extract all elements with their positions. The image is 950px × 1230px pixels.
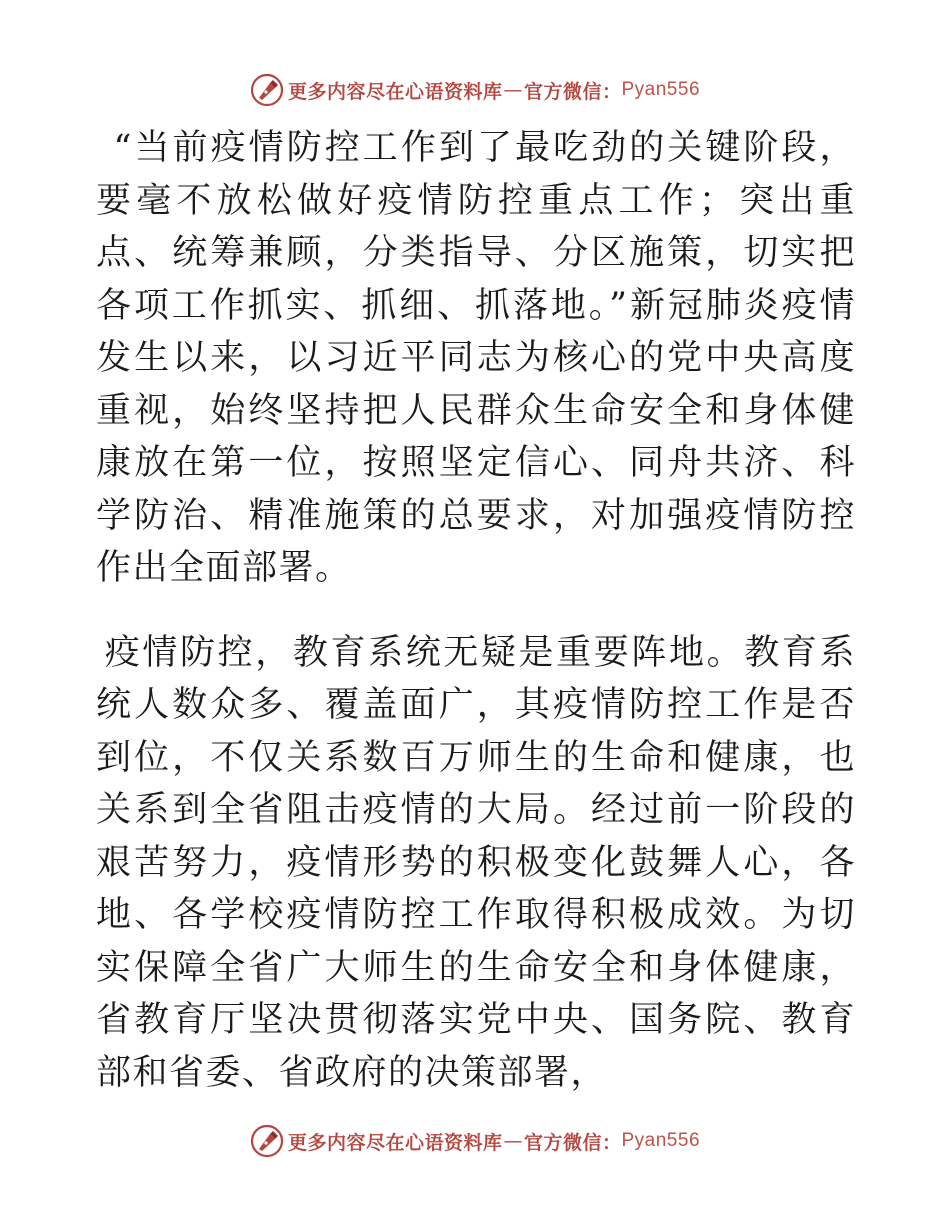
footer-watermark — [0, 1121, 950, 1161]
paragraph-2: 疫情防控，教育系统无疑是重要阵地。教育系统人数众多、覆盖面广，其疫情防控工作是否到位，不仅关系数百万师生的生命和健康，也关系到全省阻击疫情的大局。经过前一阶段的艰苦努力，疫情形势的积极变化鼓舞人心，各地、各学校疫情防控工作取得积极成效。为切实保障全省广大师生的生命安全和身体健康，省教育厅坚决贯彻落实党中央、国务院、教育部和省委、省政府的决策部署， — [96, 632, 856, 1093]
watermark-account-id: Pyan556 — [621, 1130, 701, 1151]
watermark-account-id: Pyan556 — [621, 79, 701, 100]
watermark-separator: — — [503, 79, 523, 101]
pen-nib-logo-icon — [250, 73, 284, 107]
watermark-text: 更多内容尽在心语资料库 — [287, 1131, 503, 1154]
watermark-text: 更多内容尽在心语资料库 — [287, 80, 503, 103]
pen-nib-logo-icon — [250, 1124, 284, 1158]
document-body — [96, 122, 856, 1099]
header-watermark — [0, 70, 950, 110]
watermark-separator: — — [503, 1130, 523, 1152]
watermark-account-label: 官方微信： — [523, 1131, 622, 1154]
paragraph-1: “当前疫情防控工作到了最吃劲的关键阶段，要毫不放松做好疫情防控重点工作；突出重点、统筹兼顾，分类指导、分区施策，切实把各项工作抓实、抓细、抓落地。”新冠肺炎疫情发生以来，以习近平同志为核心的党中央高度重视，始终坚持把人民群众生命安全和身体健康放在第一位，按照坚定信心、同舟共济、科学防治、精准施策的总要求，对加强疫情防控作出全面部署。 — [96, 128, 856, 588]
watermark-account-label: 官方微信： — [523, 80, 622, 103]
